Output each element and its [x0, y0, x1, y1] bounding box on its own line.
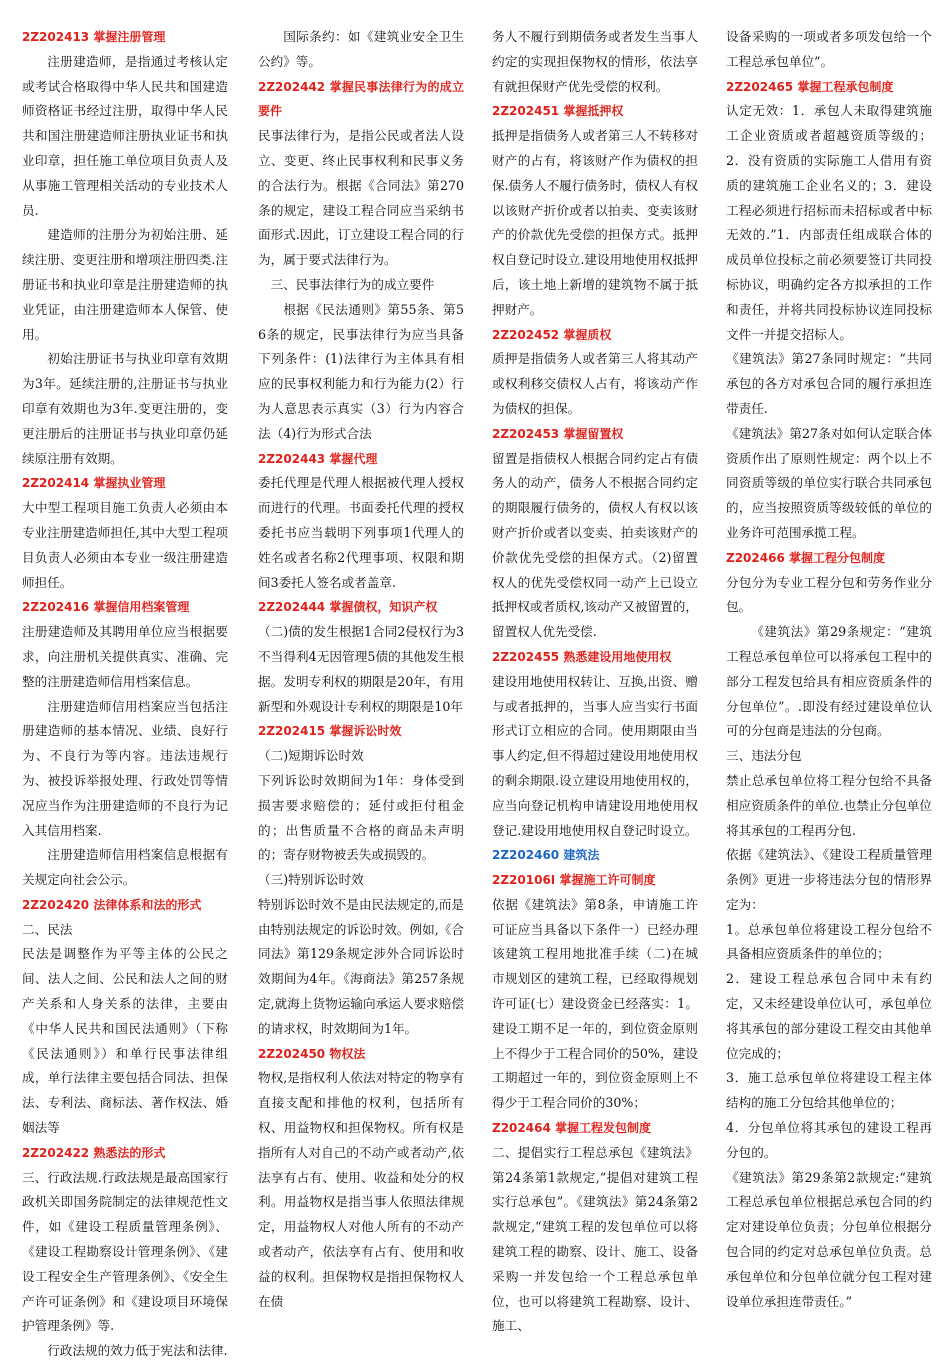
- paragraph: 民法是调整作为平等主体的公民之间、法人之间、公民和法人之间的财产关系和人身关系的法律，主要由《中华人民共和国民法通则》（下称《民法通则》）和单行民事法律组成，单行法律主要包括合同法、担保法、专利法、商标法、著作权法、婚姻法等: [22, 946, 228, 1136]
- paragraph: 设备采购的一项或者多项发包给一个工程总承包单位”。: [726, 29, 932, 69]
- paragraph: 下列诉讼时效期间为1年：身体受到损害要求赔偿的；延付或拒付租金的；出售质量不合格的商品未声明的；寄存财物被丢失或损毁的。: [258, 772, 464, 863]
- paragraph: （三)特别诉讼时效: [258, 872, 364, 888]
- paragraph: 国际条约：如《建筑业安全卫生公约》等。: [258, 29, 464, 69]
- paragraph: 禁止总承包单位将工程分包给不具备相应资质条件的单位.也禁止分包单位将其承包的工程再分包.: [726, 772, 932, 838]
- section-heading: 2Z202465 掌握工程承包制度: [726, 79, 894, 94]
- paragraph: 注册建造师，是指通过考核认定或考试合格取得中华人民共和国建造师资格证书经过注册，取得中华人民共和国注册建造师注册执业证书和执业印章，担任施工单位项目负责人及从事施工管理相关活动的专业技术人员.: [22, 53, 228, 218]
- paragraph: 三、违法分包: [726, 748, 802, 764]
- paragraph: 1。总承包单位将建设工程分包给不具备相应资质条件的单位的；: [726, 921, 932, 962]
- paragraph: 分包分为专业工程分包和劳务作业分包。: [726, 574, 932, 615]
- paragraph: 建造师的注册分为初始注册、延续注册、变更注册和增项注册四类.注册证书和执业印章是注册建造师的执业凭证，由注册建造师本人保管、使用。: [22, 227, 228, 342]
- section-heading: 2Z202455 熟悉建设用地使用权: [492, 649, 672, 664]
- section-heading: 2Z202422 熟悉法的形式: [22, 1145, 166, 1160]
- paragraph: 注册建造师信用档案应当包括注册建造师的基本情况、业绩、良好行为、不良行为等内容。违法违规行为、被投诉举报处理、行政处罚等情况应当作为注册建造师的不良行为记入其信用档案.: [22, 698, 228, 838]
- paragraph: 民事法律行为，是指公民或者法人设立、变更、终止民事权利和民事义务的合法行为。根据《合同法》第270条的规定，建设工程合同应当采纳书面形式.因此，订立建设工程合同的行为，属于要式法律行为。: [258, 128, 464, 268]
- section-heading: 2Z20106I 掌握施工许可制度: [492, 873, 656, 888]
- paragraph: 注册建造师及其聘用单位应当根据要求，向注册机关提供真实、准确、完整的注册建造师信用档案信息。: [22, 624, 228, 689]
- paragraph: 三、行政法规.行政法规是最高国家行政机关即国务院制定的法律规范性文件，如《建设工程质量管理条例》、《建设工程勘察设计管理条例》、《建设工程安全生产管理条例》、《安全生产许可证条例》和《建设项目环境保护管理条例》等.: [22, 1169, 228, 1334]
- section-heading: 2Z202451 掌握抵押权: [492, 104, 624, 119]
- section-heading: 2Z202453 掌握留置权: [492, 426, 624, 441]
- section-heading: 2Z202415 掌握诉讼时效: [258, 724, 402, 739]
- paragraph: 依据《建筑法》第8条，申请施工许可证应当具备以下条件一）已经办理该建筑工程用地批准手续（二)在城市规划区的建筑工程，已经取得规划许可证(七）建设资金已经落实：1。建设工期不足一年的，到位资金原则上不得少于工程合同价的50%，建设工期超过一年的，到位资金原则上不得少于工程合同价的30%；: [492, 896, 698, 1111]
- section-heading: 2Z202460 建筑法: [492, 848, 600, 863]
- paragraph: 物权,是指权利人依法对特定的物享有直接支配和排他的权利，包括所有权、用益物权和担保物权。所有权是指所有人对自己的不动产或者动产,依法享有占有、使用、收益和处分的权利。用益物权是指当事人依照法律规定，用益物权人对他人所有的不动产或者动产，依法享有占有、使用和收益的权利。担保物权是指担保物权人在债: [258, 1070, 464, 1309]
- text-column-4: [726, 25, 932, 1325]
- paragraph: 质押是指债务人或者第三人将其动产或权利移交债权人占有，将该动产作为债权的担保。: [492, 351, 698, 416]
- paragraph: 注册建造师信用档案信息根据有关规定向社会公示。: [22, 847, 228, 888]
- section-heading: 2Z202413 掌握注册管理: [22, 30, 166, 44]
- section-heading: 2Z202450 物权法: [258, 1046, 366, 1061]
- paragraph: 《建筑法》第27条对如何认定联合体资质作出了原则性规定：两个以上不同资质等级的单位实行联合共同承包的，应当按照资质等级较低的单位的业务许可范围承揽工程。: [726, 425, 932, 540]
- section-heading: 2Z202414 掌握执业管理: [22, 476, 166, 491]
- section-heading: 2Z202416 掌握信用档案管理: [22, 600, 190, 615]
- paragraph: 认定无效：1．承包人未取得建筑施工企业资质或者超越资质等级的；2．没有资质的实际施工人借用有资质的建筑施工企业名义的；3．建设工程必须进行招标而未招标或者中标无效的.”1．内部责任组成联合体的成员单位投标之前必须要签订共同投标协议，明确约定各方拟承担的工作和责任，并将共同投标协议连同投标文件一并提交招标人。: [726, 103, 932, 342]
- section-heading: 2Z202443 掌握代理: [258, 451, 378, 466]
- paragraph: 委托代理是代理人根据被代理人授权而进行的代理。书面委托代理的授权委托书应当载明下列事项1代理人的姓名或者名称2代理事项、权限和期间3委托人签名或者盖章.: [258, 475, 464, 590]
- paragraph: 抵押是指债务人或者第三人不转移对财产的占有，将该财产作为债权的担保.债务人不履行债务时，债权人有权以该财产折价或者以拍卖、变卖该财产的价款优先受偿的担保方式。抵押权自登记时设立.建设用地使用权抵押后，该土地上新增的建筑物不属于抵押财产。: [492, 128, 698, 317]
- section-heading: Z202466 掌握工程分包制度: [726, 550, 885, 565]
- paragraph: 《建筑法》第29条规定：“建筑工程总承包单位可以将承包工程中的部分工程发包给具有相应资质条件的分包单位”。.即没有经过建设单位认可的分包商是违法的分包商。: [726, 624, 932, 739]
- paragraph: 务人不履行到期债务或者发生当事人约定的实现担保物权的情形，依法享有就担保财产优先受偿的权利。: [492, 29, 698, 94]
- paragraph: 3．施工总承包单位将建设工程主体结构的施工分包给其他单位的；: [726, 1070, 932, 1111]
- text-column-1: [22, 25, 228, 1359]
- paragraph: 《建筑法》第29条第2款规定:“建筑工程总承包单位根据总承包合同的约定对建设单位负责；分包单位根据分包合同的约定对总承包单位负责。总承包单位和分包单位就分包工程对建设单位承担连带责任。”: [726, 1169, 932, 1309]
- paragraph: （二)债的发生根据1合同2侵权行为3不当得利4无因管理5债的其他发生根据。发明专利权的期限是20年，有用新型和外观设计专利权的期限是10年: [258, 624, 464, 714]
- paragraph: 三、民事法律行为的成立要件: [270, 276, 435, 292]
- paragraph: 二、民法: [22, 921, 73, 937]
- paragraph: 大中型工程项目施工负责人必须由本专业注册建造师担任,其中大型工程项目负责人必须由本专业一级注册建造师担任。: [22, 500, 228, 590]
- paragraph: 《建筑法》第27条同时规定：“共同承包的各方对承包合同的履行承担连带责任.: [726, 351, 932, 416]
- section-heading: 2Z202452 掌握质权: [492, 327, 612, 342]
- paragraph: 根据《民法通则》第55条、第56条的规定，民事法律行为应当具备下列条件：(1)法律行为主体具有相应的民事权利能力和行为能力(2）行为人意思表示真实（3）行为内容合法（4)行为形式合法: [258, 301, 464, 441]
- text-column-2: [258, 25, 464, 1325]
- paragraph: 建设用地使用权转让、互换,出资、赠与或者抵押的，当事人应当实行书面形式订立相应的合同。使用期限由当事人约定,但不得超过建设用地使用权的剩余期限.设立建设用地使用权的，应当向登记机构申请建设用地使用权登记.建设用地使用权自登记时设立。: [492, 673, 698, 838]
- paragraph: 特别诉讼时效不是由民法规定的,而是由特别法规定的诉讼时效。例如,《合同法》第129条规定涉外合同诉讼时效期间为4年。《海商法》第257条规定,就海上货物运输向承运人要求赔偿的请求权，时效期间为1年。: [258, 896, 464, 1036]
- section-heading: Z202464 掌握工程发包制度: [492, 1121, 651, 1136]
- paragraph: 2．建设工程总承包合同中未有约定，又未经建设单位认可，承包单位将其承包的部分建设工程交由其他单位完成的；: [726, 971, 932, 1061]
- text-column-3: [492, 25, 698, 1334]
- paragraph: 二、提倡实行工程总承包《建筑法》第24条第1款规定,“提倡对建筑工程实行总承包”。《建筑法》第24条第2款规定,“建筑工程的发包单位可以将建筑工程的勘察、设计、施工、设备采购一并发包给一个工程总承包单位，也可以将建筑工程勘察、设计、施工、: [492, 1144, 698, 1334]
- paragraph: 留置是指债权人根据合同约定占有债务人的动产，债务人不根据合同约定的期限履行债务的，债权人有权以该财产折价或者以变卖、拍卖该财产的价款优先受偿的担保方式。（2)留置权人的优先受偿权同一动产上已设立抵押权或者质权,该动产又被留置的，留置权人优先受偿.: [492, 450, 698, 640]
- section-heading: 2Z202442 掌握民事法律行为的成立要件: [258, 79, 464, 119]
- paragraph: 行政法规的效力低于宪法和法律.: [47, 1343, 228, 1359]
- paragraph: 4．分包单位将其承包的建设工程再分包的。: [726, 1120, 932, 1160]
- paragraph: （二)短期诉讼时效: [258, 748, 364, 764]
- section-heading: 2Z202420 法律体系和法的形式: [22, 897, 202, 912]
- section-heading: 2Z202444 掌握债权，知识产权: [258, 600, 438, 615]
- paragraph: 依据《建筑法》、《建设工程质量管理条例》更进一步将违法分包的情形界定为：: [726, 847, 932, 912]
- paragraph: 初始注册证书与执业印章有效期为3年。延续注册的,注册证书与执业印章有效期也为3年.变更注册的，变更注册后的注册证书与执业印章仍延续原注册有效期。: [22, 351, 228, 466]
